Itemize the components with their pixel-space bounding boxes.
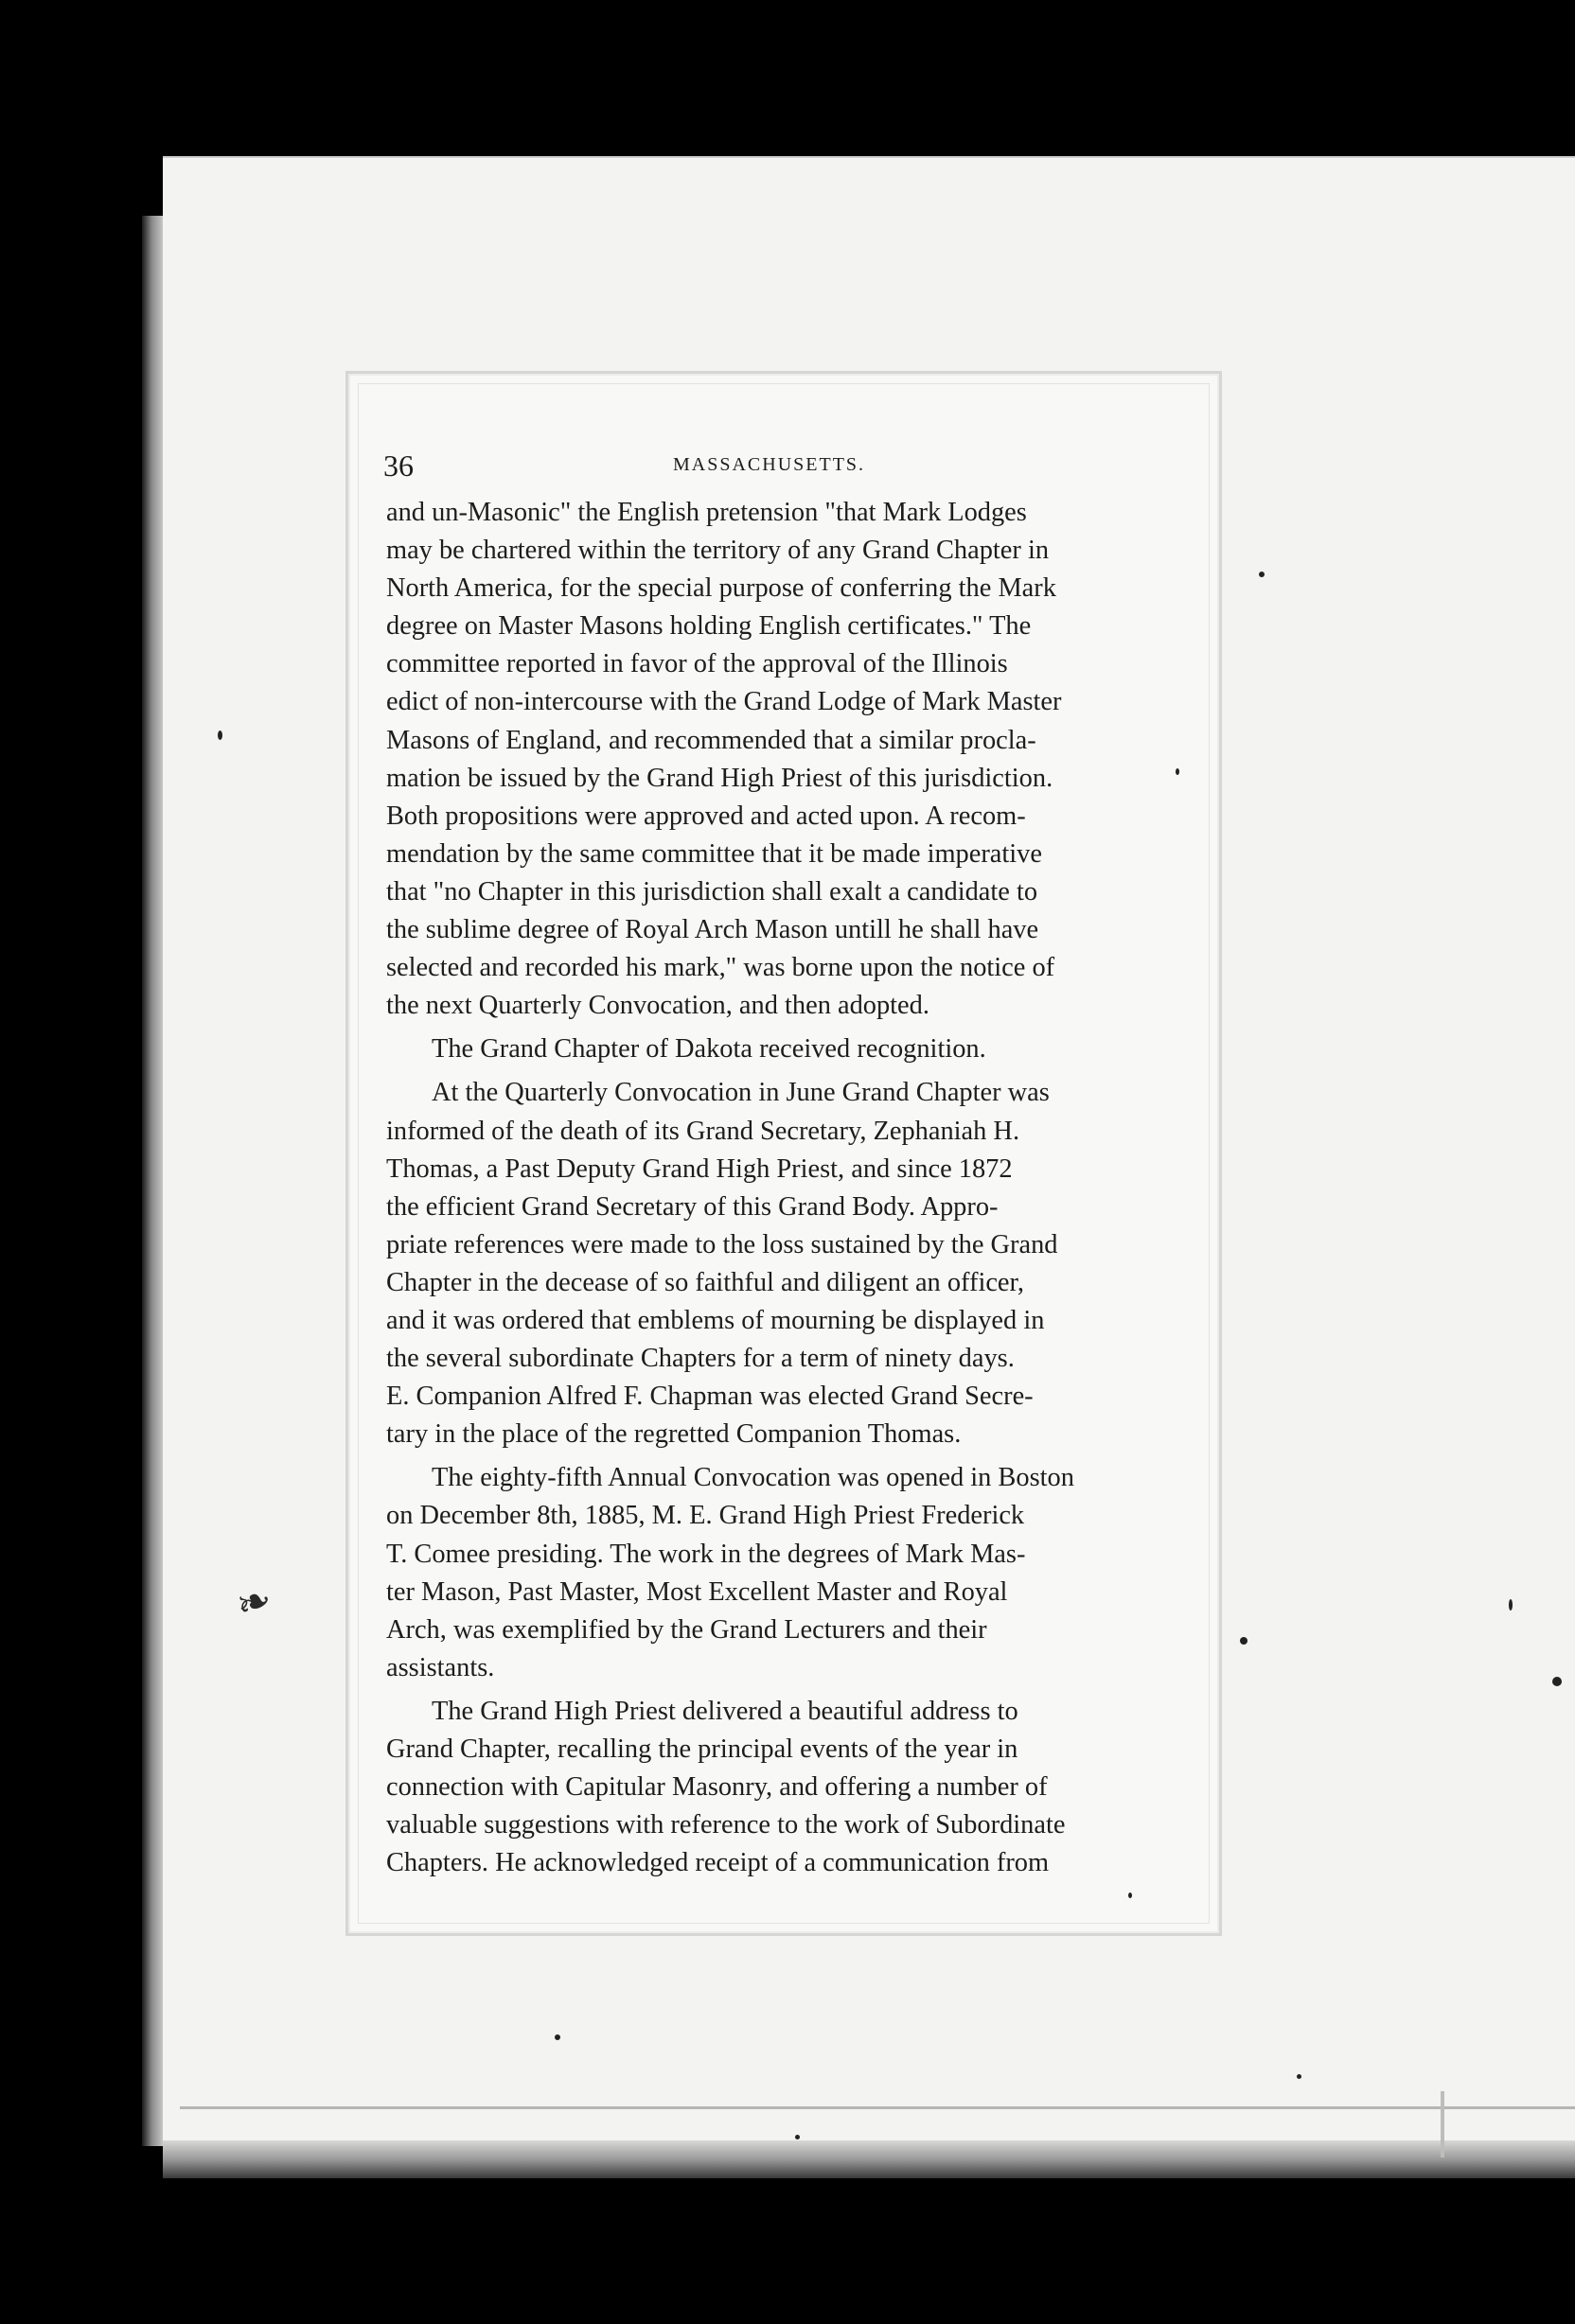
dust-speck <box>1509 1599 1513 1611</box>
paragraph: The eighty-fifth Annual Convocation was opened in Boston on December 8th, 1885, M. E. Grand High Priest Frederick T. Comee presiding. The work in the degrees of Mark Mas- ter Mason, Past Master, Most Excellent Master and Royal Arch, was exemplified by the Grand Lecturers and their assistants. <box>386 1463 1074 1682</box>
dust-speck <box>1128 1893 1132 1898</box>
dust-speck <box>218 731 222 740</box>
page-bottom-line <box>180 2106 1575 2109</box>
paragraph: At the Quarterly Convocation in June Grand Chapter was informed of the death of its Grand Secretary, Zephaniah H. Thomas, a Past Deputy Grand High Priest, and since 1872 the efficient Grand Secretary of this Grand Body. Appro- priate references were made to the loss sustained by the Grand Chapter in the decease of so faithful and diligent an officer, and it was ordered that emblems of mourning be displayed in the several subordinate Chapters for a term of ninety days. E. Companion Alfred F. Chapman was elected Grand Secre- tary in the place of the regretted Companion Thomas. <box>386 1078 1058 1450</box>
dust-speck <box>1297 2074 1301 2079</box>
dust-speck <box>1552 1677 1562 1686</box>
paragraph: and un-Masonic" the English pretension "that Mark Lodges may be chartered within the territory of any Grand Chapter in North America, for the special purpose of conferring the Mark degree on Master Masons holding English certificates." The committee reported in favor of the approval of the Illinois edict of non-intercourse with the Grand Lodge of Mark Master Masons of England, and recommended that a similar procla- mation be issued by the Grand High Priest of this jurisdiction. Both propositions were approved and acted upon. A recom- mendation by the same committee that it be made imperative that "no Chapter in this jurisdiction shall exalt a candidate to the sublime degree of Royal Arch Mason untill he shall have selected and recorded his mark," was borne upon the notice of the next Quarterly Convocation, and then adopted. <box>386 498 1062 1021</box>
margin-pencil-mark: ❧ <box>230 1574 278 1631</box>
dust-speck <box>1176 768 1179 775</box>
paragraph: The Grand High Priest delivered a beautiful address to Grand Chapter, recalling the principal events of the year in connection with Capitular Masonry, and offering a number of valuable suggestions with reference to the work of Subordinate Chapters. He acknowledged receipt of a communication from <box>386 1696 1066 1878</box>
dust-speck <box>1240 1637 1248 1645</box>
page-number: 36 <box>383 449 414 483</box>
dust-speck <box>555 2034 560 2040</box>
dust-speck <box>1259 572 1265 577</box>
page-header <box>383 447 1183 484</box>
body-text <box>386 494 1181 1882</box>
page-bottom-edge <box>163 2140 1575 2178</box>
dust-speck <box>795 2135 800 2139</box>
page-fold-mark <box>1441 2091 1444 2157</box>
paragraph: The Grand Chapter of Dakota received recognition. <box>432 1034 986 1065</box>
running-head: MASSACHUSETTS. <box>673 454 866 475</box>
